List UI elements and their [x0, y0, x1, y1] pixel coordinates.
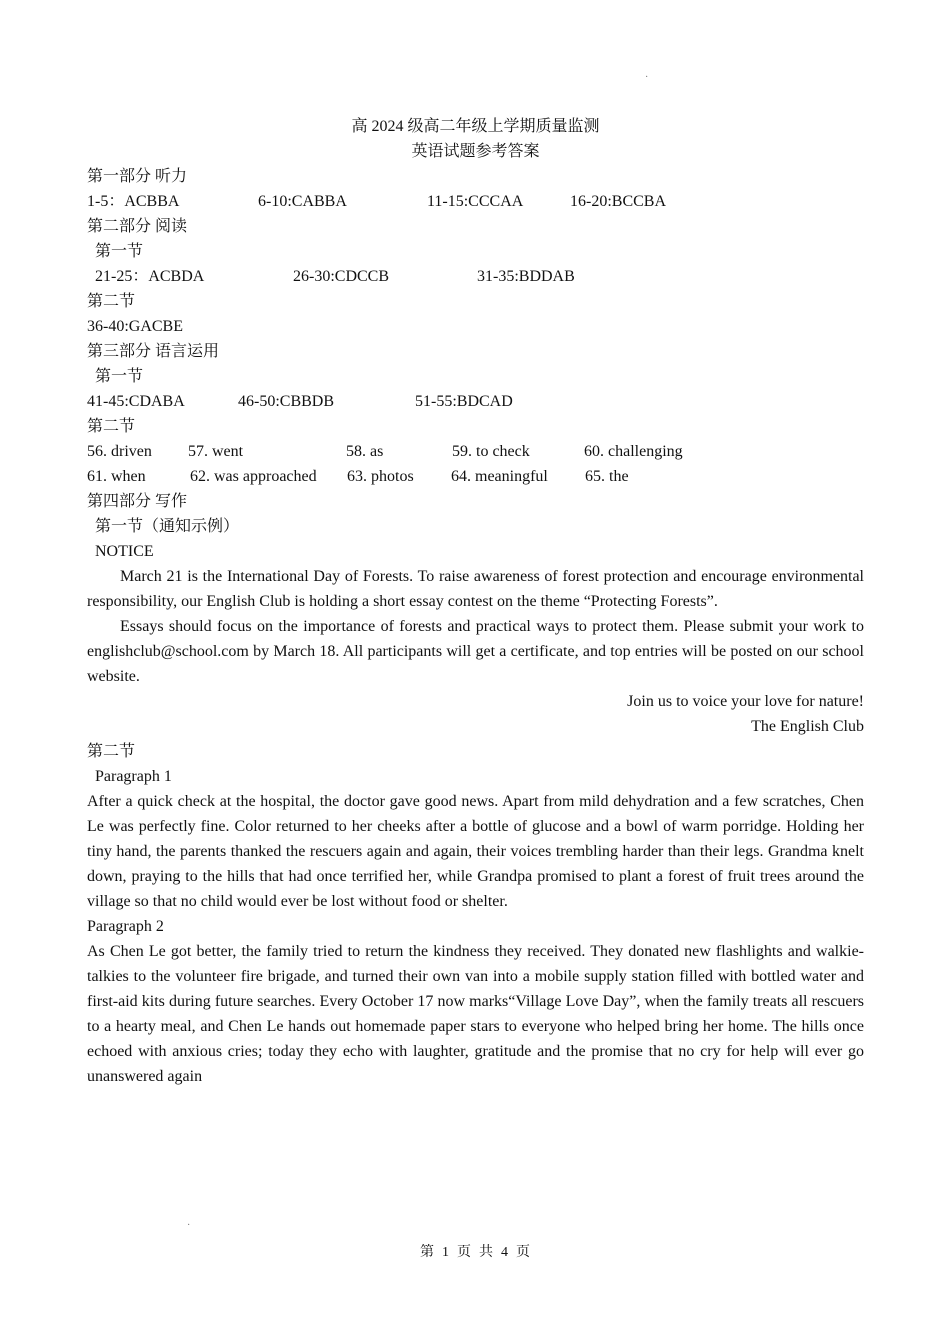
page-footer — [0, 1243, 950, 1263]
fill-answer: 56. driven — [87, 443, 152, 460]
answer-group: 11-15:CCCAA — [427, 193, 524, 210]
document-subtitle: 英语试题参考答案 — [411, 143, 540, 160]
part2-heading: 第二部分 阅读 — [87, 218, 188, 235]
notice-closing: Join us to voice your love for nature! — [627, 693, 864, 710]
part1-heading: 第一部分 听力 — [87, 168, 188, 185]
fill-answer: 58. as — [346, 443, 384, 460]
part4-section1-heading: 第一节（通知示例） — [95, 518, 240, 535]
answer-group: 51-55:BDCAD — [415, 393, 513, 410]
notice-paragraph-2: Essays should focus on the importance of forests and practical ways to protect them. Please submit your work to englishclub@school.com by March 18. All participants will get a certificate, and top entries will be posted on our school website. — [87, 618, 864, 685]
answer-group: 1-5：ACBBA — [87, 193, 180, 210]
part4-heading: 第四部分 写作 — [87, 493, 188, 510]
scan-dot-top: · — [645, 72, 649, 83]
part4-section2-heading: 第二节 — [87, 743, 136, 760]
paragraph1-label: Paragraph 1 — [95, 768, 172, 785]
answer-group: 41-45:CDABA — [87, 393, 185, 410]
fill-answer: 62. was approached — [190, 468, 317, 485]
fill-answer: 60. challenging — [584, 443, 683, 460]
fill-answer: 65. the — [585, 468, 629, 485]
notice-paragraph-1: March 21 is the International Day of Forests. To raise awareness of forest protection and encourage environmental responsibility, our English Club is holding a short essay contest on the theme “Protecting Forests”. — [87, 568, 864, 610]
part3-heading: 第三部分 语言运用 — [87, 343, 220, 360]
fill-answer: 57. went — [188, 443, 244, 460]
page-label: 第 — [420, 1245, 434, 1260]
part3-section2-heading: 第二节 — [87, 418, 136, 435]
paragraph2-label: Paragraph 2 — [87, 918, 164, 935]
answer-group: 26-30:CDCCB — [293, 268, 390, 285]
answer-group: 16-20:BCCBA — [570, 193, 667, 210]
answer-group: 46-50:CBBDB — [238, 393, 335, 410]
fill-answer: 59. to check — [452, 443, 530, 460]
answer-group: 36-40:GACBE — [87, 318, 183, 335]
notice-title: NOTICE — [95, 543, 154, 560]
answer-group: 21-25：ACBDA — [95, 268, 205, 285]
answer-group: 31-35:BDDAB — [477, 268, 575, 285]
fill-answer: 61. when — [87, 468, 146, 485]
page-label: 共 — [479, 1245, 493, 1260]
paragraph2-text: As Chen Le got better, the family tried to return the kindness they received. They donated new flashlights and walkie-talkies to the volunteer fire brigade, and turned their own van into a mobile supply station filled with bottled water and first-aid kits during future searches. Every October 17 now marks“Village Love Day”, when the family treats all rescuers to a hearty meal, and Chen Le hands out homemade paper stars to everyone who helped bring her home. The hills once echoed with anxious cries; today they echo with laughter, gratitude and the promise that no cry for help will ever go unanswered again — [87, 943, 864, 1085]
page-number: 1 — [442, 1245, 449, 1260]
part2-section1-heading: 第一节 — [95, 243, 144, 260]
paragraph1-text: After a quick check at the hospital, the doctor gave good news. Apart from mild dehydration and a few scratches, Chen Le was perfectly fine. Color returned to her cheeks after a bottle of glucose and a bowl of warm porridge. Holding her tiny hand, the parents thanked the rescuers again and again, their voices trembling harder than their legs. Grandma knelt down, praying to the hills that had once terrified her, while Grandpa promised to plant a forest of fruit trees around the village so that no child would ever be lost without food or shelter. — [87, 793, 864, 910]
fill-answer: 63. photos — [347, 468, 414, 485]
notice-signature: The English Club — [751, 718, 864, 735]
scan-dot-bottom: · — [187, 1220, 191, 1231]
document-title: 高 2024 级高二年级上学期质量监测 — [351, 118, 600, 135]
answer-group: 6-10:CABBA — [258, 193, 347, 210]
page-total: 4 — [501, 1245, 508, 1260]
part2-section2-heading: 第二节 — [87, 293, 136, 310]
fill-answer: 64. meaningful — [451, 468, 548, 485]
part3-section1-heading: 第一节 — [95, 368, 144, 385]
page-label: 页 — [457, 1245, 471, 1260]
page-label: 页 — [516, 1245, 530, 1260]
